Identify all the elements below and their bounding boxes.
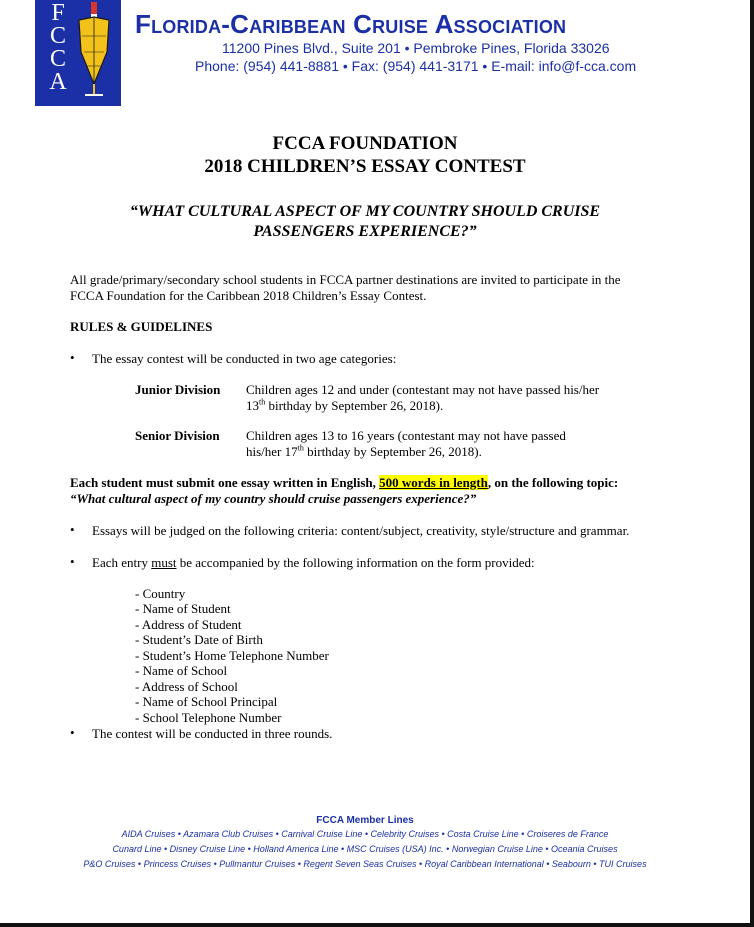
submission-text-end: , on the following topic: xyxy=(487,475,619,490)
list-item: - Name of Student xyxy=(135,601,231,616)
bullet-dot: • xyxy=(70,725,75,740)
logo-letter: F xyxy=(51,0,65,26)
list-item: - Name of School Principal xyxy=(135,694,278,709)
logo-letters xyxy=(47,2,69,94)
list-item: - Country xyxy=(135,586,186,601)
senior-division-line1: Children ages 13 to 16 years (contestant may not have passed xyxy=(246,428,566,443)
junior-division-line1: Children ages 12 and under (contestant may not have passed his/her xyxy=(246,382,600,397)
page-edge-right xyxy=(750,0,754,927)
list-item: - Student’s Home Telephone Number xyxy=(135,648,329,663)
bullet-dot: • xyxy=(70,522,75,537)
page-edge-bottom xyxy=(0,923,754,927)
logo-letter: C xyxy=(49,46,66,72)
word-count-highlight: 500 words in length xyxy=(379,475,488,490)
question-line1: “WHAT CULTURAL ASPECT OF MY COUNTRY SHOULD CRUISE xyxy=(129,203,601,220)
bullet-dot: • xyxy=(70,554,75,569)
org-contact: Phone: (954) 441-8881 • Fax: (954) 441-3171 • E-mail: info@f-cca.com xyxy=(195,58,637,74)
junior-age: 13 xyxy=(246,398,259,413)
fcca-logo xyxy=(35,0,121,106)
footer-line2: Cunard Line • Disney Cruise Line • Holland America Line • MSC Cruises (USA) Inc. • Norwegian Cruise Line • Oceania Cruises xyxy=(112,844,618,854)
senior-date: birthday by September 26, 2018). xyxy=(303,444,482,459)
org-name: Florida-Caribbean Cruise Association xyxy=(135,9,567,39)
list-item: - Name of School xyxy=(135,663,228,678)
list-item: - Student’s Date of Birth xyxy=(135,632,263,647)
junior-date: birthday by September 26, 2018). xyxy=(265,398,444,413)
entry-must: must xyxy=(151,555,177,570)
rules-bullet-criteria: Essays will be judged on the following criteria: content/subject, creativity, style/structure and grammar. xyxy=(92,523,630,538)
junior-division-line2 xyxy=(246,398,443,414)
rules-bullet-entry xyxy=(92,555,535,571)
ordinal-suffix: th xyxy=(297,443,304,453)
list-item: - School Telephone Number xyxy=(135,710,282,725)
senior-division-label: Senior Division xyxy=(135,428,220,443)
ship-bow-icon xyxy=(71,2,117,102)
question-line2: PASSENGERS EXPERIENCE?” xyxy=(253,223,477,240)
rules-bullet-rounds: The contest will be conducted in three rounds. xyxy=(92,726,333,741)
logo-letter: A xyxy=(49,69,67,95)
submission-text: Each student must submit one essay written in English, xyxy=(70,475,380,490)
senior-age: his/her 17 xyxy=(246,444,298,459)
list-item: - Address of School xyxy=(135,679,238,694)
footer-line1: AIDA Cruises • Azamara Club Cruises • Carnival Cruise Line • Celebrity Cruises • Costa Cruise Line • Croiseres de France xyxy=(121,829,609,839)
entry-text: Each entry xyxy=(92,555,152,570)
rules-bullet-categories: The essay contest will be conducted in two age categories: xyxy=(92,351,397,366)
org-address: 11200 Pines Blvd., Suite 201 • Pembroke Pines, Florida 33026 xyxy=(222,40,610,56)
logo-letter: C xyxy=(49,23,66,49)
submission-requirement xyxy=(70,475,618,491)
doc-title-line2: 2018 CHILDREN’S ESSAY CONTEST xyxy=(204,156,526,177)
ordinal-suffix: th xyxy=(259,397,266,407)
senior-division-line2 xyxy=(246,444,482,460)
list-item: - Address of Student xyxy=(135,617,242,632)
doc-title-line1: FCCA FOUNDATION xyxy=(272,133,458,154)
intro-line1: All grade/primary/secondary school students in FCCA partner destinations are invited to participate in the xyxy=(70,272,621,287)
rules-heading: RULES & GUIDELINES xyxy=(70,319,213,334)
junior-division-label: Junior Division xyxy=(135,382,221,397)
entry-text-end: be accompanied by the following information on the form provided: xyxy=(176,555,535,570)
essay-topic: “What cultural aspect of my country should cruise passengers experience?” xyxy=(70,491,477,506)
bullet-dot: • xyxy=(70,350,75,365)
footer-line3: P&O Cruises • Princess Cruises • Pullmantur Cruises • Regent Seven Seas Cruises • Royal Caribbean International • Seabourn • TUI Cruises xyxy=(83,859,647,869)
footer-heading: FCCA Member Lines xyxy=(316,815,414,826)
intro-line2: FCCA Foundation for the Caribbean 2018 Children’s Essay Contest. xyxy=(70,288,427,303)
